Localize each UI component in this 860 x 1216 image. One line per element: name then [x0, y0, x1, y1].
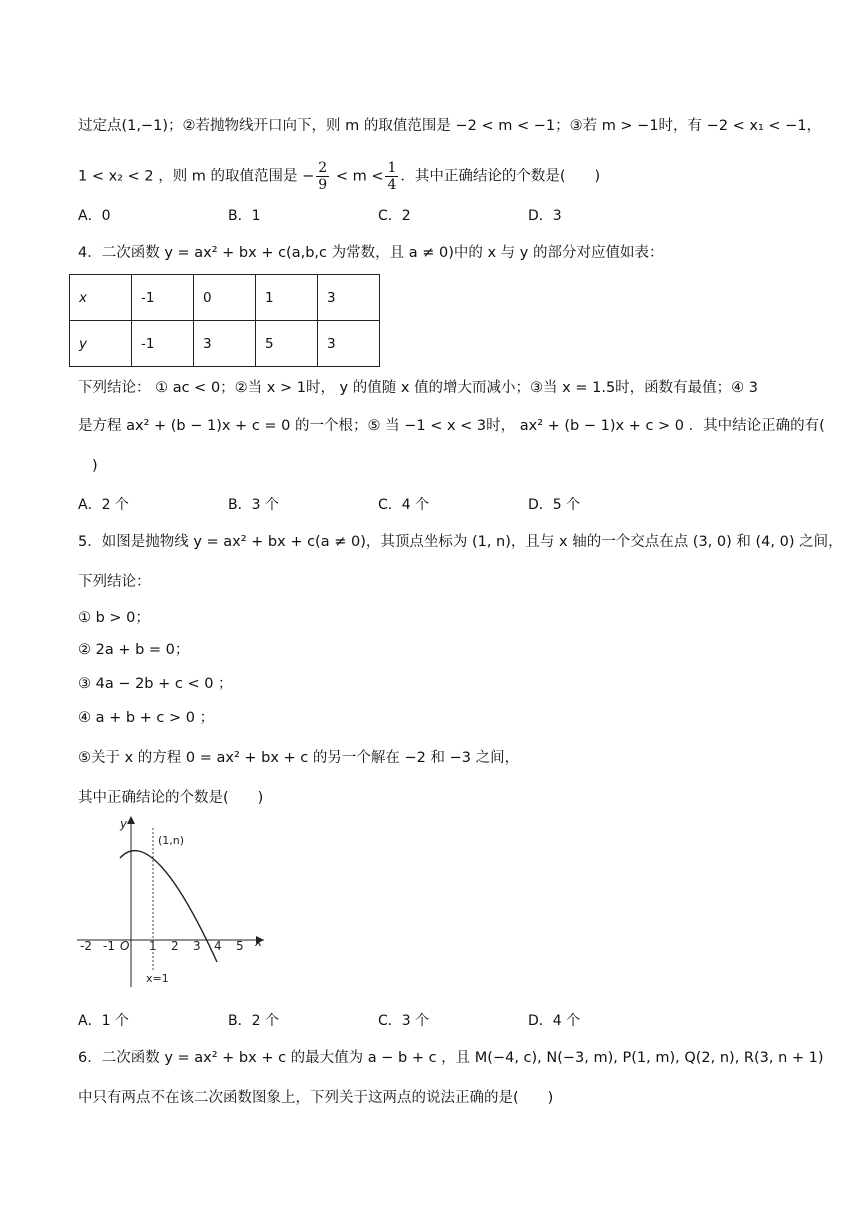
q5-option-d: D．4 个 — [528, 1013, 581, 1029]
table-cell: 1 — [256, 275, 318, 321]
q6-stem-line-1: 6．二次函数 y = ax² + bx + c 的最大值为 a − b + c ，且 M(−4, c), N(−3, m), P(1, m), Q(2, n), R(3, n + 1) — [78, 1050, 824, 1066]
q3-option-b: B．1 — [228, 208, 261, 224]
fraction-1-4: $\frac{1}{4}$ — [387, 160, 397, 193]
tick-label: 2 — [171, 939, 179, 953]
q5-item-1: ① b > 0； — [78, 610, 150, 626]
q6-stem-line-2: 中只有两点不在该二次函数图象上，下列关于这两点的说法正确的是( ) — [78, 1090, 554, 1106]
table-cell: 0 — [194, 275, 256, 321]
tick-label: -1 — [103, 939, 115, 953]
q4-option-d: D．5 个 — [528, 497, 581, 513]
table-cell: 3 — [318, 275, 380, 321]
q5-stem-line-2: 下列结论： — [78, 574, 151, 590]
q3-text-line-2a: 1 < x₂ < 2 ，则 m 的取值范围是 − — [78, 168, 315, 185]
q4-option-c: C．4 个 — [378, 497, 430, 513]
q5-stem-line-1: 5．如图是抛物线 y = ax² + bx + c(a ≠ 0)，其顶点坐标为 (1, n)，且与 x 轴的一个交点在点 (3, 0) 和 (4, 0) 之间， — [78, 534, 843, 550]
table-row — [70, 275, 380, 321]
q3-option-d: D．3 — [528, 208, 562, 224]
q4-stem: 4．二次函数 y = ax² + bx + c(a,b,c 为常数，且 a ≠ 0)中的 x 与 y 的部分对应值如表： — [78, 245, 664, 261]
table-cell: 3 — [194, 321, 256, 367]
q3-text-line-1: 过定点(1,−1)；②若抛物线开口向下，则 m 的取值范围是 −2 < m < −1；③若 m > −1时，有 −2 < x₁ < −1， — [78, 118, 822, 134]
table-cell: x — [70, 275, 132, 321]
q3-text-line-2c: ．其中正确结论的个数是( ) — [400, 168, 601, 185]
q5-item-3: ③ 4a − 2b + c < 0 ； — [78, 676, 233, 692]
table-cell: y — [70, 321, 132, 367]
parabola-curve — [120, 851, 217, 962]
q4-option-b: B．3 个 — [228, 497, 279, 513]
symmetry-axis-label: x=1 — [146, 972, 169, 985]
table-cell: -1 — [132, 275, 194, 321]
q5-option-c: C．3 个 — [378, 1013, 430, 1029]
q5-option-a: A．1 个 — [78, 1013, 129, 1029]
q5-item-4: ④ a + b + c > 0 ； — [78, 710, 215, 726]
table-cell: -1 — [132, 321, 194, 367]
tick-label: -2 — [80, 939, 92, 953]
vertex-label: (1,n) — [158, 834, 185, 847]
origin-label: O — [120, 939, 130, 953]
tick-label: 4 — [214, 939, 222, 953]
tick-label: 5 — [236, 939, 244, 953]
q5-item-5: ⑤关于 x 的方程 0 = ax² + bx + c 的另一个解在 −2 和 −3 之间， — [78, 750, 520, 766]
q4-value-table — [69, 274, 380, 367]
q5-option-b: B．2 个 — [228, 1013, 279, 1029]
q4-conclusions-line-1: 下列结论： ① ac < 0；②当 x > 1时， y 的值随 x 值的增大而减小；③当 x = 1.5时，函数有最值；④ 3 — [78, 380, 758, 396]
q3-option-c: C．2 — [378, 208, 411, 224]
table-cell: 3 — [318, 321, 380, 367]
q4-option-a: A．2 个 — [78, 497, 129, 513]
q3-text-line-2b: < m < — [331, 168, 384, 185]
y-axis-label: y — [120, 817, 128, 831]
tick-label: 3 — [193, 939, 201, 953]
y-axis-arrow — [127, 816, 135, 824]
tick-label: 1 — [149, 939, 157, 953]
q5-item-2: ② 2a + b = 0； — [78, 642, 190, 658]
q3-text-line-2 — [78, 160, 600, 193]
q5-question: 其中正确结论的个数是( ) — [78, 790, 264, 806]
q4-conclusions-line-3: ) — [92, 458, 98, 474]
table-row — [70, 321, 380, 367]
x-axis-label: x — [255, 935, 263, 949]
q3-option-a: A．0 — [78, 208, 111, 224]
table-cell: 5 — [256, 321, 318, 367]
q5-parabola-graph — [72, 812, 272, 992]
q4-conclusions-line-2: 是方程 ax² + (b − 1)x + c = 0 的一个根；⑤ 当 −1 < x < 3时， ax² + (b − 1)x + c > 0 ．其中结论正确的有( — [78, 418, 825, 434]
fraction-2-9: $\frac{2}{9}$ — [318, 160, 328, 193]
